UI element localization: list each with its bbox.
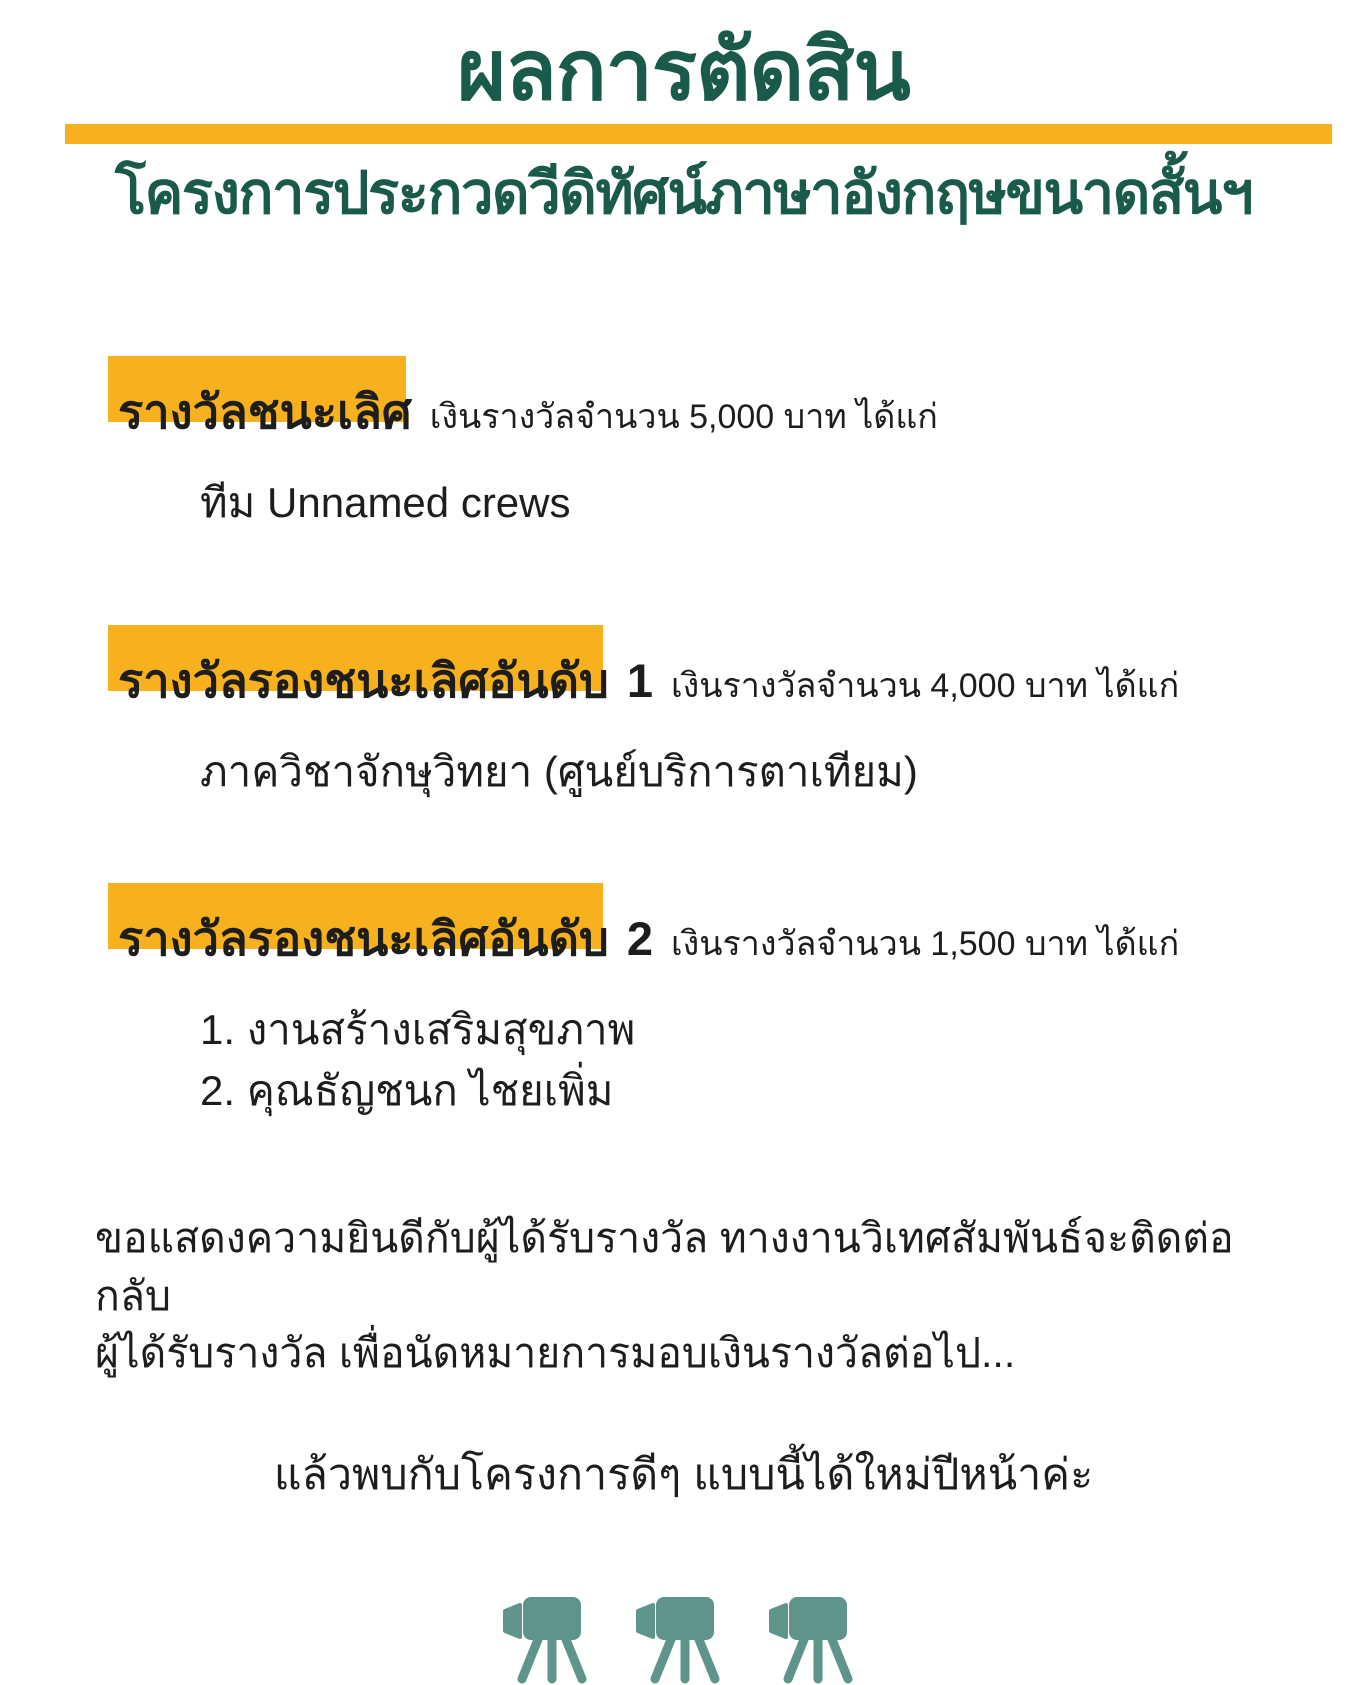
award-section-second-runner-up <box>118 910 1327 1122</box>
farewell-line: แล้วพบกับโครงการดีๆ แบบนี้ได้ใหม่ปีหน้าค่ะ <box>273 1451 1094 1500</box>
awards-content <box>0 383 1367 1123</box>
page-subtitle: โครงการประกวดวีดิทัศน์ภาษาอังกฤษขนาดสั้นฯ <box>114 161 1253 227</box>
page-title: ผลการตัดสิน <box>457 23 910 117</box>
winner-list <box>118 742 1327 803</box>
camera-icons-row <box>0 1590 1367 1685</box>
award-label-text: รางวัลชนะเลิศ <box>118 384 412 438</box>
award-label-text: รางวัลรองชนะเลิศอันดับ <box>118 653 609 707</box>
winner-name: ทีม Unnamed crews <box>200 478 571 526</box>
winner-list <box>118 473 1327 534</box>
video-camera-icon <box>498 1590 603 1685</box>
announcement-poster <box>0 23 1367 1652</box>
award-label-highlighted <box>118 910 609 969</box>
winner-name: 1. งานสร้างเสริมสุขภาพ <box>200 1006 636 1054</box>
video-camera-icon <box>631 1590 736 1685</box>
winner-name: ภาควิชาจักษุวิทยา (ศูนย์บริการตาเทียม) <box>200 747 918 795</box>
closing-line: ผู้ได้รับรางวัล เพื่อนัดหมายการมอบเงินรางวัลต่อไป... <box>95 1330 1016 1377</box>
closing-line: ขอแสดงความยินดีกับผู้ได้รับรางวัล ทางงานวิเทศสัมพันธ์จะติดต่อกลับ <box>95 1215 1234 1319</box>
award-heading <box>118 910 1327 970</box>
award-section-first-runner-up <box>118 652 1327 803</box>
congratulations-paragraph <box>95 1210 1307 1382</box>
award-rank-number: 2 <box>626 912 654 966</box>
yellow-divider <box>65 124 1332 144</box>
award-label-highlighted <box>118 652 609 711</box>
award-prize-text: เงินรางวัลจำนวน 4,000 บาท ได้แก่ <box>671 666 1180 705</box>
award-label-text: รางวัลรองชนะเลิศอันดับ <box>118 912 609 966</box>
award-section-winner <box>118 383 1327 534</box>
award-heading <box>118 652 1327 712</box>
award-prize-text: เงินรางวัลจำนวน 1,500 บาท ได้แก่ <box>671 925 1180 964</box>
winner-name: 2. คุณธัญชนก ไชยเพิ่ม <box>200 1067 614 1115</box>
award-heading <box>118 383 1327 443</box>
award-rank-number: 1 <box>626 653 654 707</box>
winner-list <box>118 1000 1327 1122</box>
video-camera-icon <box>764 1590 869 1685</box>
award-label-highlighted <box>118 383 412 442</box>
award-prize-text: เงินรางวัลจำนวน 5,000 บาท ได้แก่ <box>429 397 938 436</box>
